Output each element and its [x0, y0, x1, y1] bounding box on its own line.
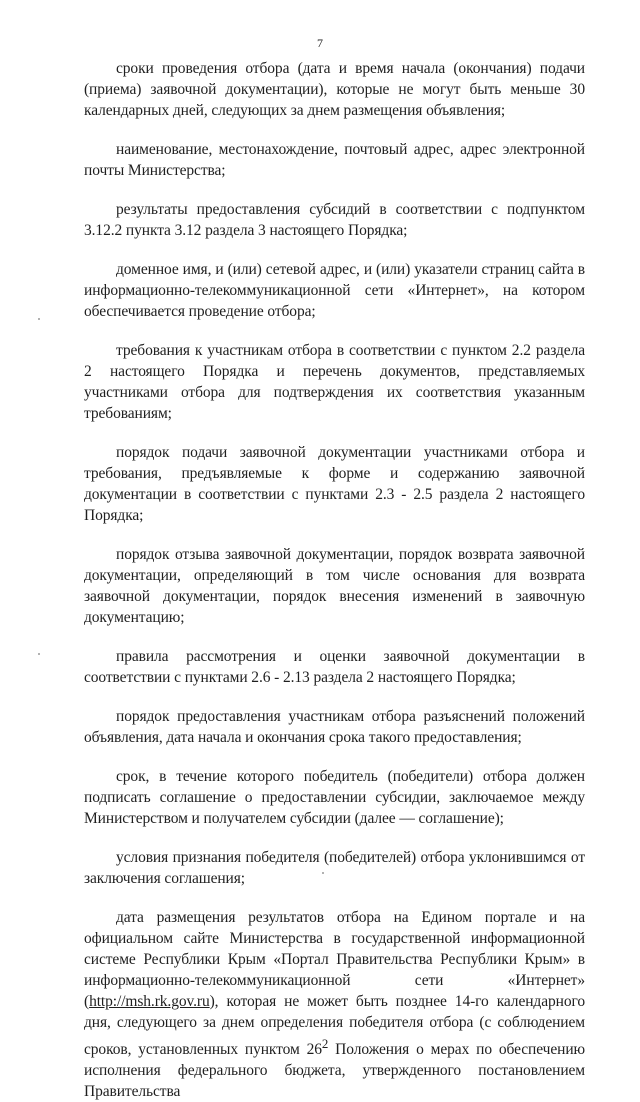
scan-speck [322, 872, 324, 874]
portal-url-link[interactable]: http://msh.rk.gov.ru [89, 993, 210, 1010]
paragraph-withdrawal-procedure: порядок отзыва заявочной документации, порядок возврата заявочной документации, определяющий в том числе основания для возврата заявочной документации, порядок внесения изменений в заявочную документацию; [84, 546, 585, 626]
paragraph-ministry-address: наименование, местонахождение, почтовый адрес, адрес электронной почты Министерства; [84, 141, 585, 179]
paragraph-evasion-conditions: условия признания победителя (победителей) отбора уклонившимся от заключения соглашения; [84, 849, 585, 887]
page-number: 7 [317, 36, 323, 50]
document-body [84, 58, 585, 1102]
paragraph-agreement-deadline: срок, в течение которого победитель (победители) отбора должен подписать соглашение о предоставлении субсидии, заключаемое между Министерством и получателем субсидии (далее — соглашение); [84, 768, 585, 827]
results-publication-text-part1: дата размещения результатов отбора на Едином портале и на официальном сайте Министерства в государственной информационной системе Республики Крым «Портал Правительства Республики Крым» в информационно-телекоммуникационной сети «Интернет» ( [84, 909, 585, 1010]
paragraph-domain-name: доменное имя, и (или) сетевой адрес, и (или) указатели страниц сайта в информационно-телекоммуникационной сети «Интернет», на котором обеспечивается проведение отбора; [84, 261, 585, 320]
paragraph-submission-procedure: порядок подачи заявочной документации участниками отбора и требования, предъявляемые к форме и содержанию заявочной документации в соответствии с пунктами 2.3 - 2.5 раздела 2 настоящего Порядка; [84, 444, 585, 524]
paragraph-evaluation-rules: правила рассмотрения и оценки заявочной документации в соответствии с пунктами 2.6 - 2.13 раздела 2 настоящего Порядка; [84, 648, 585, 686]
paragraph-subsidy-results: результаты предоставления субсидий в соответствии с подпунктом 3.12.2 пункта 3.12 раздела 3 настоящего Порядка; [84, 201, 585, 239]
results-publication-text-part2: ), которая не может быть позднее 14-го календарного дня, следующего за днем определения победителя отбора (с соблюдением сроков, установленных пунктом 26 [84, 993, 585, 1059]
clause-superscript: 2 [321, 1036, 329, 1051]
paragraph-results-publication [84, 907, 585, 1102]
results-publication-text-part3: Положения о мерах по обеспечению исполнения федерального бюджета, утвержденного постановлением Правительства [84, 1041, 585, 1101]
paragraph-clarifications: порядок предоставления участникам отбора разъяснений положений объявления, дата начала и окончания срока такого предоставления; [84, 708, 585, 746]
paragraph-selection-deadlines: сроки проведения отбора (дата и время начала (окончания) подачи (приема) заявочной документации), которые не могут быть меньше 30 календарных дней, следующих за днем размещения объявления; [84, 60, 585, 119]
scan-speck [38, 318, 40, 320]
scan-speck [38, 653, 40, 655]
paragraph-participant-requirements: требования к участникам отбора в соответствии с пунктом 2.2 раздела 2 настоящего Порядка и перечень документов, представляемых участниками отбора для подтверждения их соответствия указанным требованиям; [84, 342, 585, 422]
